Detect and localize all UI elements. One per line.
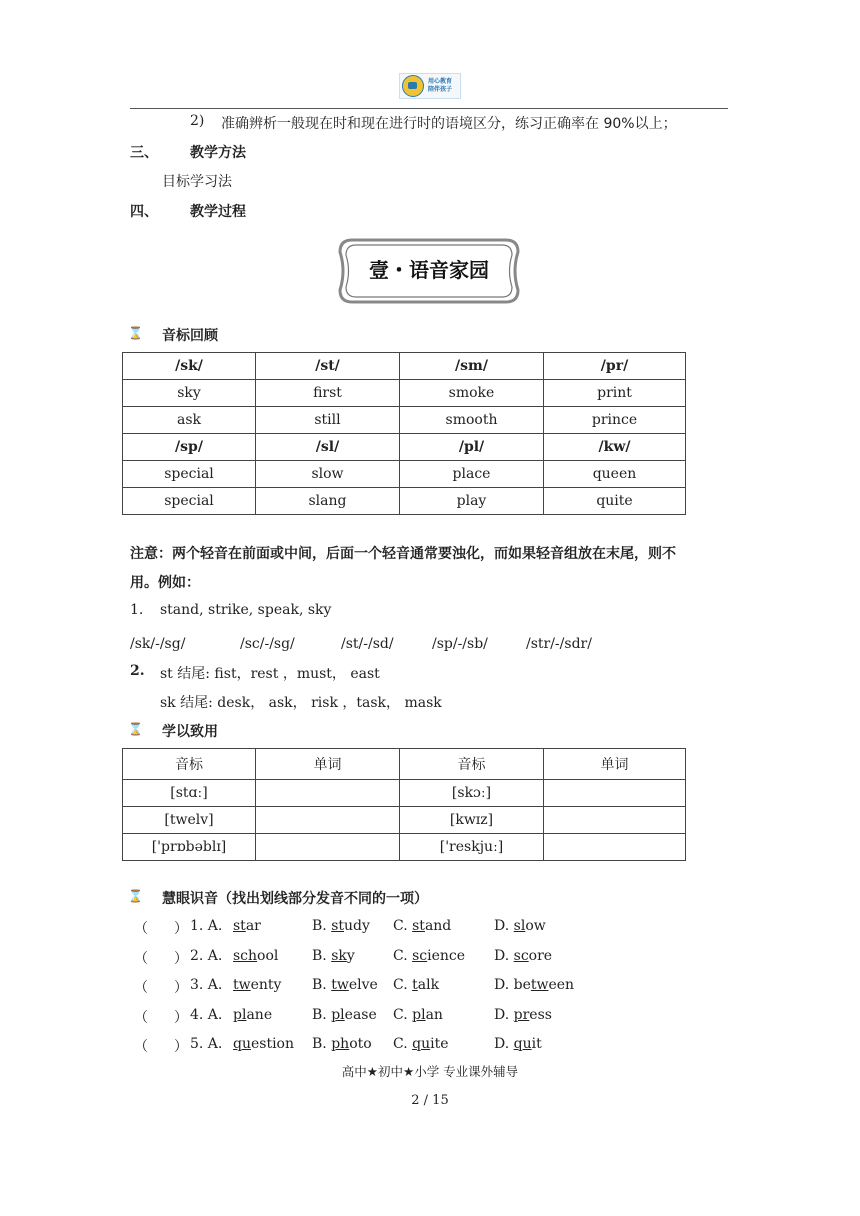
answer-cell[interactable]	[544, 834, 686, 861]
option-text: alk	[417, 977, 440, 993]
table-cell: sky	[123, 380, 256, 407]
table-cell: [kwɪz]	[400, 807, 544, 834]
answer-blank-open[interactable]: （	[134, 1039, 148, 1055]
sound-pair: /sp/-/sb/	[432, 636, 488, 652]
underlined-letters: tw	[331, 977, 349, 993]
table-cell: special	[123, 488, 256, 515]
option-text: C.	[393, 1006, 413, 1023]
table-cell: ['reskjuː]	[400, 834, 544, 861]
table-row	[123, 407, 686, 434]
sound-pair: /str/-/sdr/	[526, 636, 592, 652]
table-cell: slow	[256, 461, 400, 488]
question-number: 2. A.	[190, 947, 223, 964]
underlined-letters: tw	[233, 977, 251, 993]
table-cell: play	[400, 488, 544, 515]
option-text: ease	[344, 1006, 377, 1023]
example-text: st 结尾: fist，rest ，must， east	[160, 666, 380, 682]
option-text: C.	[393, 1036, 413, 1052]
underlined-letters: sk	[331, 947, 347, 964]
answer-blank-close: ）	[174, 1009, 188, 1026]
phonics-table	[122, 352, 686, 515]
option-text: C.	[393, 977, 413, 993]
answer-blank-open[interactable]: （	[134, 1009, 148, 1026]
table-cell: smooth	[400, 407, 544, 434]
footer-slogan: 高中★初中★小学 专业课外辅导	[341, 1064, 519, 1079]
option-text: D. be	[494, 977, 531, 993]
table-cell: /sp/	[123, 434, 256, 461]
option-b	[312, 918, 370, 934]
table-cell: still	[256, 407, 400, 434]
option-a	[233, 977, 281, 993]
option-text: enty	[250, 977, 282, 993]
example-text: stand, strike, speak, sky	[160, 602, 332, 618]
section-title: 教学过程	[190, 204, 246, 220]
option-text: D.	[494, 918, 514, 934]
underlined-letters: st	[233, 918, 246, 934]
section-body: 目标学习法	[162, 174, 232, 190]
option-text: B.	[312, 947, 332, 964]
option-d	[494, 948, 552, 964]
option-a	[233, 1036, 294, 1052]
option-text: y	[346, 947, 355, 964]
option-text: D.	[494, 1036, 514, 1052]
hourglass-icon: ⌛	[128, 326, 143, 340]
option-text: ore	[528, 947, 553, 964]
table-cell: queen	[544, 461, 686, 488]
option-text: oto	[349, 1036, 372, 1052]
option-text: D.	[494, 1006, 514, 1023]
hourglass-icon: ⌛	[128, 889, 143, 903]
table-header-cell: 音标	[400, 749, 544, 780]
table-row	[123, 749, 686, 780]
underlined-letters: qu	[412, 1036, 431, 1052]
page-number: 2 / 15	[411, 1093, 449, 1108]
underlined-letters: ph	[331, 1036, 350, 1052]
option-d	[494, 977, 574, 993]
example-number: 1.	[130, 602, 144, 618]
goal-number: 2)	[190, 113, 205, 129]
question-number: 4. A.	[190, 1006, 223, 1023]
note-line: 用。例如：	[130, 575, 200, 591]
answer-blank-open[interactable]: （	[134, 950, 148, 967]
sound-pair: /st/-/sd/	[341, 636, 394, 652]
question-number: 3. A.	[190, 977, 223, 993]
option-b	[312, 1007, 377, 1023]
option-text: C.	[393, 918, 413, 934]
option-text: B.	[312, 1006, 332, 1023]
table-row	[123, 807, 686, 834]
table-cell: /sm/	[400, 353, 544, 380]
answer-cell[interactable]	[256, 834, 400, 861]
option-text: C.	[393, 947, 413, 964]
table-cell: first	[256, 380, 400, 407]
sound-pair: /sc/-/sg/	[240, 636, 295, 652]
logo	[399, 73, 461, 99]
option-d	[494, 1036, 542, 1052]
part-title: 学以致用	[162, 724, 218, 740]
table-cell: ['prɒbəblɪ]	[123, 834, 256, 861]
table-header-cell: 音标	[123, 749, 256, 780]
table-cell: prince	[544, 407, 686, 434]
table-header-cell: 单词	[544, 749, 686, 780]
answer-cell[interactable]	[256, 780, 400, 807]
table-cell: /sl/	[256, 434, 400, 461]
option-text: estion	[250, 1036, 295, 1052]
underlined-letters: pl	[412, 1006, 426, 1023]
example-number: 2.	[130, 663, 145, 679]
part-title: 慧眼识音（找出划线部分发音不同的一项）	[162, 891, 428, 907]
option-a	[233, 918, 261, 934]
table-cell: [stɑː]	[123, 780, 256, 807]
question-number: 1. A.	[190, 918, 223, 934]
underlined-letters: pr	[513, 1006, 530, 1023]
table-row	[123, 434, 686, 461]
option-text: B.	[312, 977, 332, 993]
option-c	[393, 1036, 449, 1052]
table-cell: smoke	[400, 380, 544, 407]
table-row	[123, 353, 686, 380]
option-text: and	[424, 918, 452, 934]
underlined-letters: pl	[331, 1006, 345, 1023]
option-text: ool	[257, 947, 279, 964]
option-text: D.	[494, 947, 514, 964]
logo-text: 用心教育 陪伴孩子	[428, 78, 453, 93]
option-b	[312, 977, 378, 993]
option-text: een	[548, 977, 575, 993]
underlined-letters: st	[331, 918, 345, 934]
underlined-letters: sl	[513, 918, 526, 934]
answer-blank-close: ）	[174, 921, 188, 937]
option-text: B.	[312, 918, 332, 934]
answer-cell[interactable]	[544, 780, 686, 807]
table-row	[123, 488, 686, 515]
question-number: 5. A.	[190, 1036, 223, 1052]
underlined-letters: st	[412, 918, 425, 934]
table-cell: ask	[123, 407, 256, 434]
answer-blank-close: ）	[174, 980, 188, 996]
table-cell: print	[544, 380, 686, 407]
table-cell: /kw/	[544, 434, 686, 461]
answer-blank-close: ）	[174, 1039, 188, 1055]
table-cell: /sk/	[123, 353, 256, 380]
answer-blank-open[interactable]: （	[134, 921, 148, 937]
option-text: ience	[427, 947, 466, 964]
option-c	[393, 977, 439, 993]
table-row	[123, 461, 686, 488]
logo-emblem-icon	[402, 75, 424, 97]
sound-pair: /sk/-/sg/	[130, 636, 186, 652]
table-row	[123, 780, 686, 807]
option-a	[233, 948, 278, 964]
section-title: 教学方法	[190, 145, 246, 161]
table-row	[123, 380, 686, 407]
table-cell: /st/	[256, 353, 400, 380]
table-cell: /pr/	[544, 353, 686, 380]
table-cell: special	[123, 461, 256, 488]
note-line: 注意：两个轻音在前面或中间，后面一个轻音通常要浊化，而如果轻音组放在末尾，则不	[130, 546, 676, 562]
option-b	[312, 1036, 372, 1052]
option-c	[393, 918, 451, 934]
option-a	[233, 1007, 272, 1023]
option-text: an	[425, 1006, 443, 1023]
hourglass-icon: ⌛	[128, 722, 143, 736]
option-text: ite	[430, 1036, 449, 1052]
underlined-letters: sc	[513, 947, 529, 964]
option-text: B.	[312, 1036, 332, 1052]
answer-cell[interactable]	[256, 807, 400, 834]
underlined-letters: tw	[530, 977, 549, 993]
underlined-letters: t	[412, 977, 418, 993]
table-cell: place	[400, 461, 544, 488]
option-text: it	[531, 1036, 542, 1052]
banner-title: 壹・语音家园	[369, 258, 489, 282]
table-cell: /pl/	[400, 434, 544, 461]
table-cell: [twelv]	[123, 807, 256, 834]
underlined-letters: qu	[233, 1036, 251, 1052]
example-text: sk 结尾: desk， ask， risk ，task， mask	[160, 695, 442, 711]
option-text: ar	[245, 918, 261, 934]
table-header-cell: 单词	[256, 749, 400, 780]
option-text: elve	[348, 977, 378, 993]
option-b	[312, 948, 355, 964]
answer-blank-open[interactable]: （	[134, 980, 148, 996]
underlined-letters: pl	[233, 1006, 247, 1023]
table-cell: [skɔː]	[400, 780, 544, 807]
option-text: ane	[246, 1006, 273, 1023]
practice-table	[122, 748, 686, 861]
answer-cell[interactable]	[544, 807, 686, 834]
table-cell: quite	[544, 488, 686, 515]
part-title: 音标回顾	[162, 328, 218, 344]
underlined-letters: sch	[233, 947, 258, 964]
header-rule	[130, 108, 728, 109]
answer-blank-close: ）	[174, 950, 188, 967]
underlined-letters: sc	[412, 947, 428, 964]
option-text: ow	[525, 918, 546, 934]
option-text: ess	[529, 1006, 552, 1023]
section-number: 三、	[130, 145, 158, 161]
section-number: 四、	[130, 204, 158, 220]
option-c	[393, 948, 465, 964]
option-text: udy	[344, 918, 370, 934]
option-d	[494, 1007, 552, 1023]
table-cell: slang	[256, 488, 400, 515]
goal-text: 准确辨析一般现在时和现在进行时的语境区分，练习正确率在 90%以上；	[221, 116, 677, 132]
underlined-letters: qu	[513, 1036, 532, 1052]
option-c	[393, 1007, 443, 1023]
option-d	[494, 918, 546, 934]
table-row	[123, 834, 686, 861]
